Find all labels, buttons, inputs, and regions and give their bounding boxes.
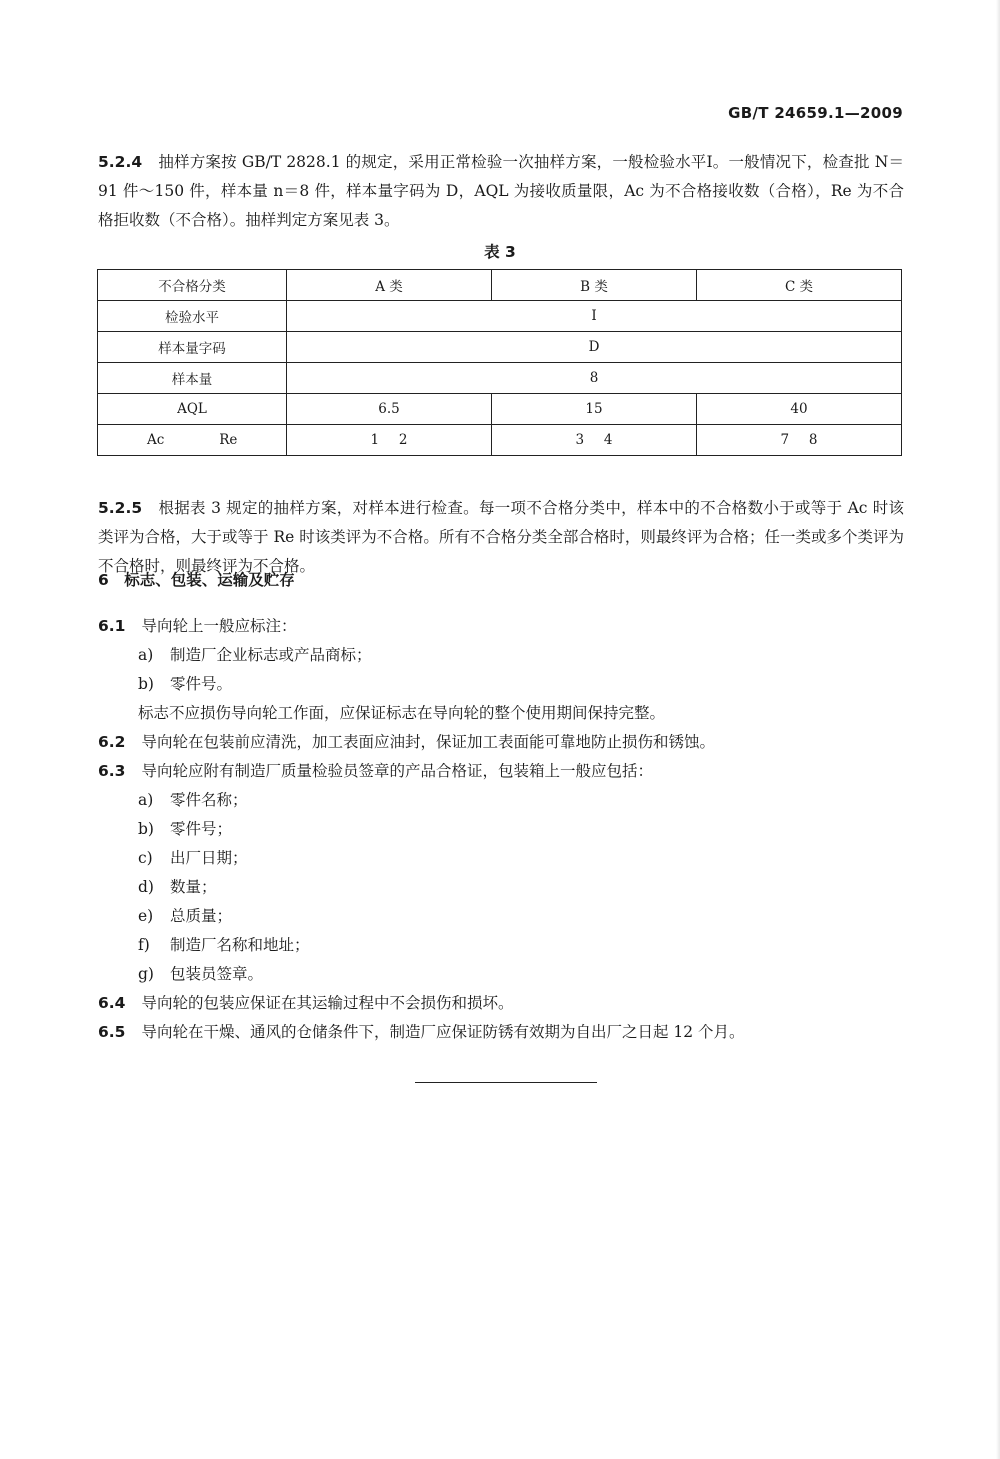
sampling-plan-table	[97, 269, 902, 456]
table-title: 表 3	[484, 243, 516, 261]
list-marker: g)	[138, 965, 154, 983]
clause-6-4	[98, 991, 513, 1013]
clause-text: 导向轮的包装应保证在其运输过程中不会损伤和损坏。	[141, 994, 514, 1012]
list-item	[138, 643, 372, 665]
table-cell: 检验水平	[98, 301, 287, 332]
clause-6-3	[98, 759, 653, 781]
list-marker: e)	[138, 907, 154, 925]
list-marker: b)	[138, 675, 154, 693]
table-cell	[287, 425, 492, 456]
list-marker: c)	[138, 849, 153, 867]
list-text: 制造厂名称和地址；	[170, 936, 310, 954]
ac-label: Ac	[147, 432, 165, 448]
list-text: 零件号；	[170, 820, 233, 838]
clause-number: 6.3	[98, 762, 126, 780]
clause-text: 导向轮应附有制造厂质量检验员签章的产品合格证，包装箱上一般应包括：	[141, 762, 653, 780]
clause-number: 5.2.5	[98, 499, 143, 517]
table-cell: Ⅰ	[287, 301, 902, 332]
table-row	[98, 301, 902, 332]
table-row	[98, 425, 902, 456]
list-marker: d)	[138, 878, 154, 896]
table-row	[98, 270, 902, 301]
clause-text: 导向轮在包装前应清洗，加工表面应油封，保证加工表面能可靠地防止损伤和锈蚀。	[141, 733, 715, 751]
clause-6-2	[98, 730, 715, 752]
list-item	[138, 962, 263, 984]
list-item	[138, 875, 217, 897]
table-cell: 不合格分类	[98, 270, 287, 301]
list-text: 出厂日期；	[170, 849, 248, 867]
list-text: 数量；	[170, 878, 217, 896]
table-row	[98, 332, 902, 363]
clause-number: 5.2.4	[98, 153, 143, 171]
list-item	[138, 817, 232, 839]
end-of-document-rule	[415, 1082, 597, 1083]
list-text: 制造厂企业标志或产品商标；	[170, 646, 372, 664]
clause-number: 6.5	[98, 1023, 126, 1041]
re-value: 2	[398, 432, 408, 448]
clause-6-1	[98, 614, 296, 636]
ac-value: 1	[370, 432, 380, 448]
section-6-title: 6 标志、包装、运输及贮存	[98, 571, 295, 589]
table-cell: 15	[492, 394, 697, 425]
table-cell: B 类	[492, 270, 697, 301]
clause-text: 根据表 3 规定的抽样方案，对样本进行检查。每一项不合格分类中，样本中的不合格数小于或等于 Ac 时该类评为合格，大于或等于 Re 时该类评为不合格。所有不合格分类全部合格时，则最终评为合格；任一类或多个类评为不合格时，则最终评为不合格。	[98, 499, 904, 575]
list-text: 零件号。	[170, 675, 233, 693]
list-text: 包装员签章。	[170, 965, 264, 983]
re-label: Re	[219, 432, 238, 448]
clause-number: 6.2	[98, 733, 126, 751]
standard-code-header: GB/T 24659.1—2009	[728, 104, 903, 122]
clause-note: 标志不应损伤导向轮工作面，应保证标志在导向轮的整个使用期间保持完整。	[138, 704, 666, 722]
re-value: 8	[808, 432, 818, 448]
table-cell: 样本量字码	[98, 332, 287, 363]
ac-value: 7	[780, 432, 790, 448]
ac-value: 3	[575, 432, 585, 448]
table-cell: 样本量	[98, 363, 287, 394]
clause-text: 导向轮在干燥、通风的仓储条件下，制造厂应保证防锈有效期为自出厂之日起 12 个月。	[141, 1023, 745, 1041]
table-cell	[492, 425, 697, 456]
list-item	[138, 672, 232, 694]
list-marker: a)	[138, 791, 154, 809]
list-marker: f)	[138, 936, 150, 954]
list-item	[138, 933, 310, 955]
table-cell: A 类	[287, 270, 492, 301]
clause-number: 6.4	[98, 994, 126, 1012]
table-cell: C 类	[697, 270, 902, 301]
list-marker: a)	[138, 646, 154, 664]
list-item	[138, 788, 248, 810]
table-cell: 6.5	[287, 394, 492, 425]
page-edge-shadow	[996, 0, 1000, 1459]
clause-text: 导向轮上一般应标注：	[141, 617, 297, 635]
clause-5-2-4	[98, 148, 904, 235]
table-cell: 40	[697, 394, 902, 425]
table-cell: 8	[287, 363, 902, 394]
table-cell: AQL	[98, 394, 287, 425]
table-row	[98, 394, 902, 425]
clause-number: 6.1	[98, 617, 126, 635]
list-item	[138, 846, 248, 868]
list-marker: b)	[138, 820, 154, 838]
table-row	[98, 363, 902, 394]
list-text: 零件名称；	[170, 791, 248, 809]
clause-text: 抽样方案按 GB/T 2828.1 的规定，采用正常检验一次抽样方案，一般检验水平Ⅰ。一般情况下，检查批 N＝91 件～150 件，样本量 n＝8 件，样本量字码为 D，AQL 为接收质量限，Ac 为不合格接收数（合格），Re 为不合格拒收数（不合格）。抽样判定方案见表 3。	[98, 153, 904, 229]
clause-6-5	[98, 1020, 745, 1042]
table-cell	[98, 425, 287, 456]
list-text: 总质量；	[170, 907, 233, 925]
re-value: 4	[603, 432, 613, 448]
list-item	[138, 904, 232, 926]
table-cell	[697, 425, 902, 456]
table-cell: D	[287, 332, 902, 363]
